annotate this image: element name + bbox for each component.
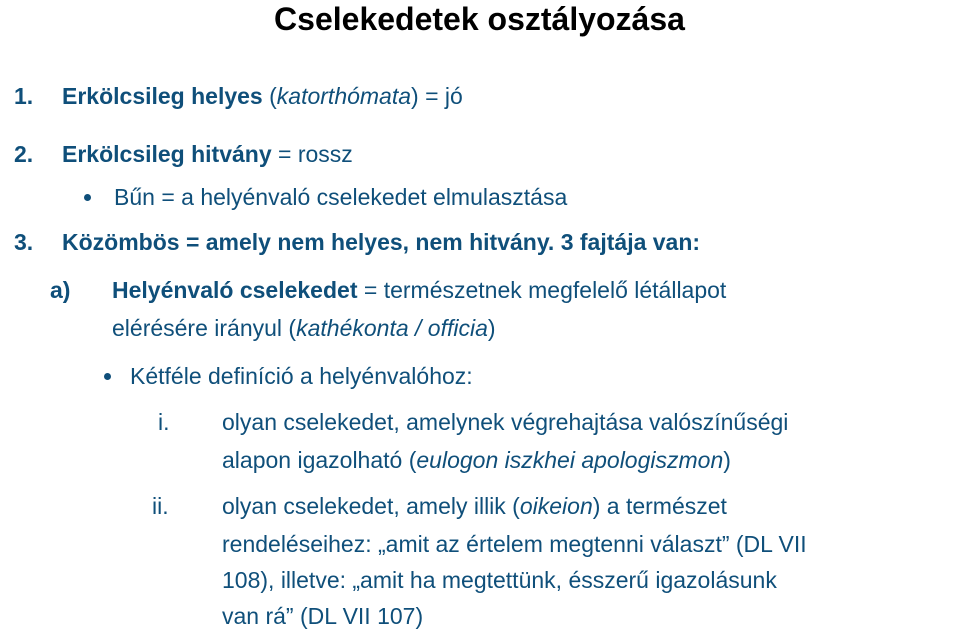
item-2-bold: Erkölcsileg hitvány — [62, 141, 272, 167]
roman-item-1-line-2-pre: alapon igazolható ( — [222, 447, 417, 473]
item-1-number: 1. — [14, 83, 34, 109]
item-2-number: 2. — [14, 141, 34, 167]
roman-item-1-line-2-italic: eulogon iszkhei apologiszmon — [416, 447, 724, 473]
item-1-pre: ( — [262, 83, 277, 109]
item-a-line-2-pre: elérésére irányul ( — [112, 315, 297, 341]
item-3-post: 3 fajtája van: — [554, 229, 701, 255]
item-3-bold: Közömbös = amely nem helyes, nem hitvány. — [62, 229, 555, 255]
item-a-bold: Helyénvaló cselekedet — [112, 277, 358, 303]
item-2-post: = rossz — [271, 141, 353, 167]
roman-item-2-line-1-post: ) a természet — [592, 493, 727, 519]
item-a-letter: a) — [50, 277, 71, 303]
roman-item-1-line-1: olyan cselekedet, amelynek végrehajtása valószínűségi — [222, 409, 789, 435]
item-a-line-2-italic: kathékonta / officia — [296, 315, 488, 341]
roman-item-2-line-1-italic: oikeion — [519, 493, 593, 519]
roman-item-1-line-2 — [222, 446, 731, 474]
item-a-line-2-post: ) — [487, 315, 496, 341]
item-a-line-2 — [112, 314, 496, 342]
item-2-text — [62, 140, 353, 168]
bullet-icon — [84, 194, 91, 201]
roman-item-2-line-1 — [222, 492, 727, 520]
item-2-subpoint-text: Bűn = a helyénvaló cselekedet elmulasztása — [114, 184, 568, 210]
item-3-number: 3. — [14, 229, 34, 255]
bullet-icon — [104, 373, 111, 380]
roman-item-1-number: i. — [158, 409, 170, 435]
roman-item-1-line-2-post: ) — [723, 447, 731, 473]
item-3-text — [62, 228, 700, 256]
item-1-text — [62, 82, 463, 110]
slide-title: Cselekedetek osztályozása — [274, 1, 685, 37]
item-a-text — [112, 276, 726, 304]
roman-item-2-line-4: van rá” (DL VII 107) — [222, 603, 424, 629]
roman-item-2-number: ii. — [152, 493, 169, 519]
roman-item-2-line-1-pre: olyan cselekedet, amely illik ( — [222, 493, 520, 519]
item-a-post: = természetnek megfelelő létállapot — [357, 277, 727, 303]
item-1-italic: katorthómata — [276, 83, 412, 109]
item-1-bold: Erkölcsileg helyes — [62, 83, 263, 109]
roman-item-2-line-3: 108), illetve: „amit ha megtettünk, ésszerű igazolásunk — [222, 567, 777, 593]
item-1-post: ) = jó — [411, 83, 463, 109]
item-a-subpoint-text: Kétféle definíció a helyénvalóhoz: — [130, 363, 473, 389]
roman-item-2-line-2: rendeléseihez: „amit az értelem megtenni választ” (DL VII — [222, 531, 807, 557]
